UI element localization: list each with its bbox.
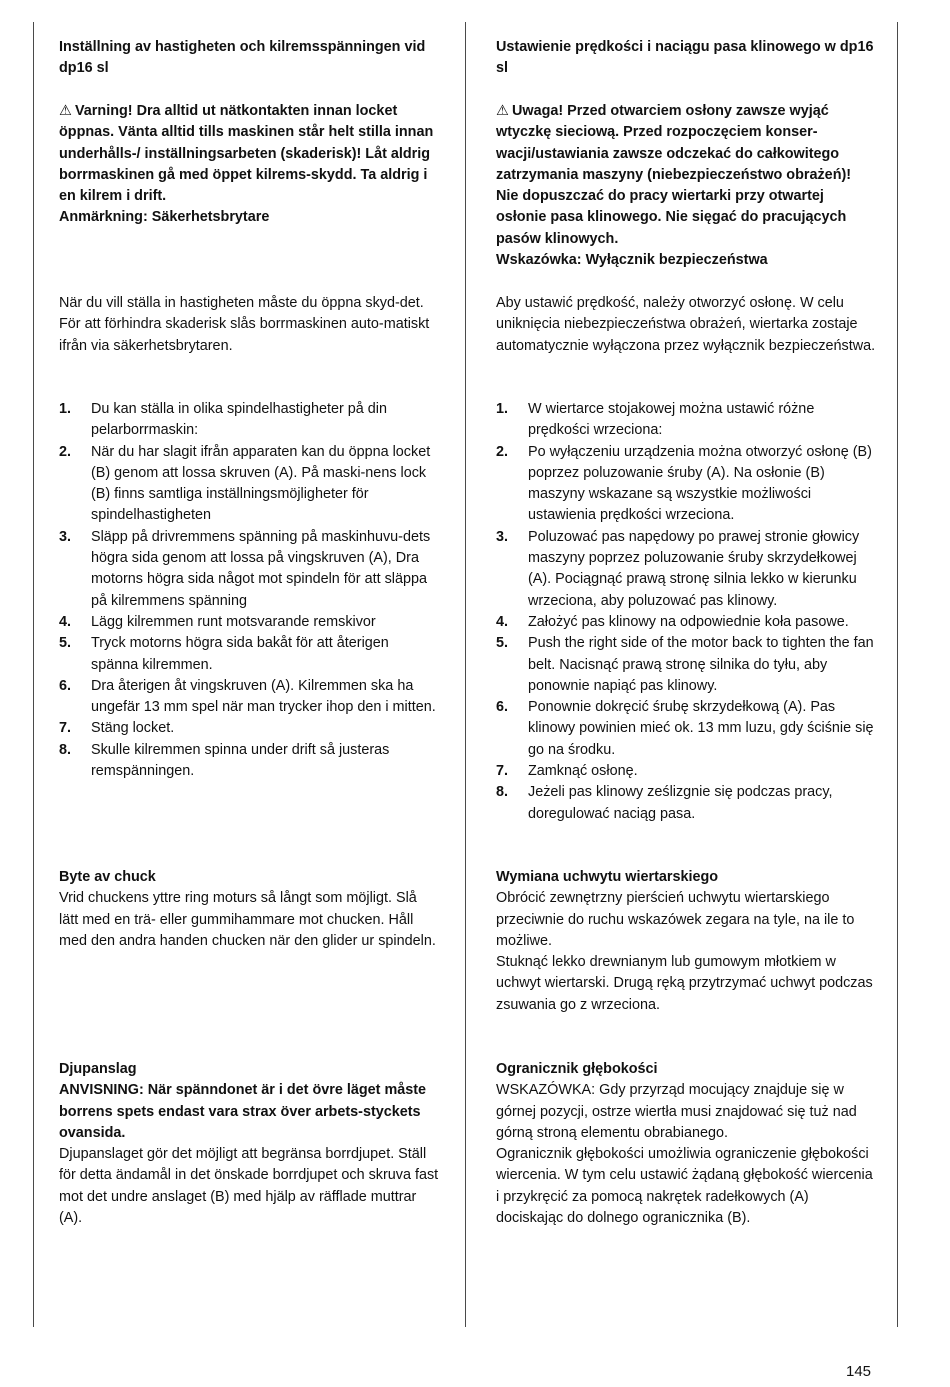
right-chuck-text: Obrócić zewnętrzny pierścień uchwytu wiertarskiego przeciwnie do ruchu wskazówek zegara na tyle, na ile to możliwe. <box>496 890 855 949</box>
list-item <box>59 442 439 527</box>
step-text: Po wyłączeniu urządzenia można otworzyć osłonę (B) poprzez poluzowanie śruby (A). Na osłonie (B) maszyny wskazane są wszystkie możliwości ustawienia prędkości wrzeciona. <box>528 443 872 524</box>
list-item <box>59 633 439 676</box>
right-depth-note: WSKAZÓWKA: Gdy przyrząd mocujący znajduje się w górnej pozycji, ostrze wiertła musi znajdować się tuż nad górną stroną elementu obrabianego. <box>496 1082 857 1141</box>
step-text: Skulle kilremmen spinna under drift så justeras remspänningen. <box>91 741 390 780</box>
right-remark: Wskazówka: Wyłącznik bezpieczeństwa <box>496 252 768 269</box>
right-intro: Aby ustawić prędkość, należy otworzyć osłonę. W celu uniknięcia niebezpieczeństwa obrażeń, wiertarka zostaje automatycznie wyłączona przez wyłącznik bezpieczeństwa. <box>496 295 876 354</box>
left-warning-block <box>59 101 439 229</box>
left-margin-line <box>33 22 34 1327</box>
step-number: 7. <box>59 720 72 737</box>
list-item <box>496 633 876 697</box>
right-depth-text: Ogranicznik głębokości umożliwia ograniczenie głębokości wiercenia. W tym celu ustawić żądaną głębokość wiercenia i przykręcić za pomocą nakrętek radełkowych (A) dociskając do dolnego ogranicznika (B). <box>496 1146 873 1227</box>
step-number: 7. <box>496 763 509 780</box>
step-number: 5. <box>496 635 509 652</box>
right-warning-block <box>496 101 876 271</box>
list-item <box>496 761 876 782</box>
step-text: Ponownie dokręcić śrubę skrzydełkową (A). Pas klinowy powinien mieć ok. 13 mm luzu, gdy ściśnie się go na środku. <box>528 699 874 758</box>
left-depth-section <box>59 1059 439 1229</box>
right-steps-list <box>496 399 876 825</box>
step-text: Push the right side of the motor back to tighten the fan belt. Nacisnąć prawą stronę silnika do tyłu, aby ponownie napiąć pas klinowy. <box>528 635 874 694</box>
list-item <box>59 676 439 719</box>
left-depth-title: Djupanslag <box>59 1061 137 1077</box>
warning-triangle-icon: ⚠ <box>59 103 72 119</box>
step-text: Dra återigen åt vingskruven (A). Kilremmen ska ha ungefär 13 mm spel när man trycker ihop den i mitten. <box>91 677 436 716</box>
right-depth-title: Ogranicznik głębokości <box>496 1061 658 1077</box>
step-number: 3. <box>59 528 72 545</box>
left-remark: Anmärkning: Säkerhetsbrytare <box>59 209 270 226</box>
step-number: 6. <box>496 699 509 716</box>
warning-triangle-icon: ⚠ <box>496 103 509 119</box>
step-text: När du har slagit ifrån apparaten kan du öppna locket (B) genom att lossa skruven (A). På maski-nens lock (B) finns samtliga inställningsmöjligheter för spindelhastigheten <box>91 443 431 524</box>
list-item <box>496 697 876 761</box>
step-number: 8. <box>59 741 72 758</box>
list-item <box>496 782 876 825</box>
left-section-title: Inställning av hastigheten och kilremsspänningen vid dp16 sl <box>59 39 426 77</box>
left-chuck-title: Byte av chuck <box>59 869 156 885</box>
step-text: Du kan ställa in olika spindelhastigheter på din pelarborrmaskin: <box>91 401 387 439</box>
step-number: 1. <box>59 401 72 417</box>
list-item <box>59 399 439 442</box>
step-number: 8. <box>496 784 509 801</box>
step-text: Tryck motorns högra sida bakåt för att återigen spänna kilremmen. <box>91 635 389 673</box>
list-item <box>496 527 876 612</box>
step-text: Poluzować pas napędowy po prawej stronie głowicy maszyny poprzez poluzowanie śruby skrzydełkowej (A). Pociągnąć prawą stronę silnia lekko w kierunku wrzeciona, aby poluzować pas klinowy. <box>528 528 860 609</box>
right-warning-text: Uwaga! Przed otwarciem osłony zawsze wyjąć wtyczkę sieciową. Przed rozpoczęciem konser-wacji/ustawiania zawsze odczekać do całkowitego zatrzymania maszyny (niebezpieczeństwo obrażeń)! Nie dopuszczać do pracy wiertarki przy otwartej osłonie pasa klinowego. Nie sięgać do pracujących pasów klinowych. <box>496 103 852 247</box>
left-intro: När du vill ställa in hastigheten måste du öppna skyd-det. För att förhindra skaderisk slås borrmaskinen auto-matiskt ifrån via säkerhetsbrytaren. <box>59 295 430 354</box>
list-item <box>59 612 439 633</box>
step-number: 1. <box>496 401 509 417</box>
left-warning-text: Varning! Dra alltid ut nätkontakten innan locket öppnas. Vänta alltid tills maskinen står helt stilla innan underhålls-/ inställningsarbeten (skaderisk)! Låt aldrig borrmaskinen gå med öppet kilrems-skydd. Ta aldrig i en kilrem i drift. <box>59 103 434 205</box>
left-depth-text: Djupanslaget gör det möjligt att begränsa borrdjupet. Ställ för detta ändamål in det önskade borrdjupet och skruva fast mot det undre anslaget (B) med hjälp av räfflade muttrar (A). <box>59 1146 439 1227</box>
right-chuck-section <box>496 867 876 1016</box>
list-item <box>496 399 876 442</box>
right-margin-line <box>897 22 898 1327</box>
right-chuck-title: Wymiana uchwytu wiertarskiego <box>496 869 719 885</box>
step-number: 5. <box>59 635 72 652</box>
step-number: 6. <box>59 677 72 694</box>
list-item <box>496 612 876 633</box>
page-number: 145 <box>846 1363 872 1380</box>
list-item <box>59 740 439 783</box>
step-number: 4. <box>496 613 509 630</box>
list-item <box>496 442 876 527</box>
step-text: Jeżeli pas klinowy ześlizgnie się podczas pracy, doregulować naciąg pasa. <box>528 784 833 822</box>
step-number: 4. <box>59 613 72 630</box>
left-depth-note: ANVISNING: När spänndonet är i det övre läget måste borrens spets endast vara strax över arbets-styckets ovansida. <box>59 1082 427 1141</box>
list-item <box>59 718 439 739</box>
step-text: Zamknąć osłonę. <box>528 763 638 780</box>
step-text: Założyć pas klinowy na odpowiednie koła pasowe. <box>528 613 849 630</box>
right-depth-section <box>496 1059 876 1229</box>
left-chuck-section <box>59 867 439 952</box>
step-number: 2. <box>59 443 72 460</box>
step-text: Stäng locket. <box>91 720 175 737</box>
step-text: Lägg kilremmen runt motsvarande remskivor <box>91 613 376 630</box>
right-section-title: Ustawienie prędkości i naciągu pasa klinowego w dp16 sl <box>496 39 874 77</box>
center-divider-line <box>465 22 466 1327</box>
step-number: 3. <box>496 528 509 545</box>
left-chuck-text: Vrid chuckens yttre ring moturs så långt som möjligt. Slå lätt med en trä- eller gummihammare mot chucken. Håll med den andra handen chucken när den glider ur spindeln. <box>59 890 436 949</box>
step-text: Släpp på drivremmens spänning på maskinhuvu-dets högra sida genom att lossa på vingskruven (A), Dra motorns högra sida något mot spindeln för att släppa på kilremmens spänning <box>91 528 431 609</box>
step-number: 2. <box>496 443 509 460</box>
right-chuck-text-2: Stuknąć lekko drewnianym lub gumowym młotkiem w uchwyt wiertarski. Drugą ręką przytrzymać uchwyt podczas zsuwania go z wrzeciona. <box>496 954 873 1013</box>
step-text: W wiertarce stojakowej można ustawić różne prędkości wrzeciona: <box>528 401 815 439</box>
left-steps-list <box>59 399 439 782</box>
list-item <box>59 527 439 612</box>
